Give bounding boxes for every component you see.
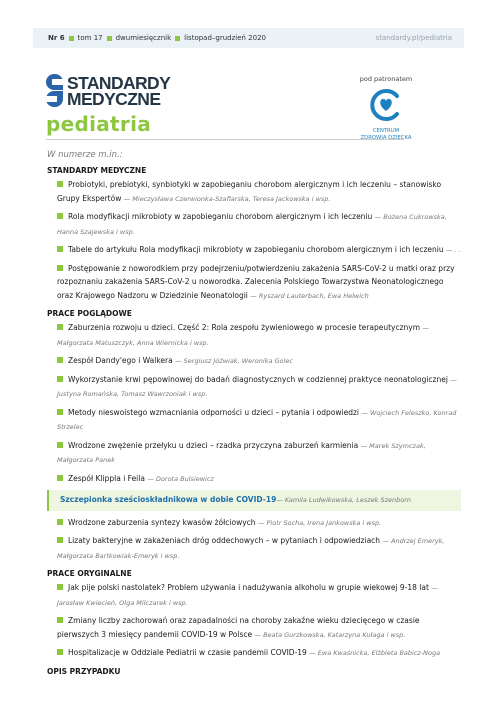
- article-title: Wykorzystanie krwi pępowinowej do badań diagnostycznych w codziennej praktyce neonatologicznej: [68, 374, 448, 384]
- issue-info: [48, 34, 266, 42]
- bullet-square-icon: [57, 649, 63, 655]
- bullet-square-icon: [107, 36, 112, 41]
- issue-frequency: dwumiesięcznik: [115, 34, 172, 42]
- issue-number: Nr 6: [48, 34, 65, 42]
- section-heading: OPIS PRZYPADKU: [47, 666, 121, 676]
- article-link[interactable]: [47, 373, 461, 402]
- logo-line-1: STANDARDY: [67, 72, 171, 93]
- featured-article-link[interactable]: [47, 490, 461, 511]
- bullet-square-icon: [57, 617, 63, 623]
- logo-wordmark: [67, 72, 171, 109]
- bullet-square-icon: [57, 181, 63, 187]
- article-link[interactable]: [47, 646, 461, 661]
- article-link[interactable]: [47, 243, 461, 258]
- issue-period: listopad–grudzień 2020: [184, 34, 266, 42]
- journal-title: pediatria: [46, 112, 152, 136]
- article-link[interactable]: [47, 472, 461, 487]
- s-mark-logo-icon: [46, 74, 63, 107]
- article-link[interactable]: [47, 516, 461, 531]
- article-authors: — Mieczysława Czerwionka-Szaflarska, Teresa Jackowska i wsp.: [123, 194, 331, 203]
- patronage-block: [356, 75, 416, 142]
- article-link[interactable]: [47, 534, 461, 563]
- article-authors: — Ryszard Lauterbach, Ewa Helwich: [250, 291, 369, 300]
- bullet-square-icon: [57, 265, 63, 271]
- article-authors: — Jarosław Kwiecień, Olga Milczarek i wsp.: [57, 584, 438, 607]
- article-authors: — Piotr Socha, Irena Jankowska i wsp.: [257, 518, 382, 527]
- issue-bar: [33, 28, 464, 48]
- article-title: Probiotyki, prebiotyki, synbiotyki w zapobieganiu chorobom alergicznym i ich leczeniu – stanowisko Grupy Ekspertów: [57, 180, 442, 203]
- article-link[interactable]: [47, 439, 461, 468]
- article-title: Jak pije polski nastolatek? Problem używania i nadużywania alkoholu w grupie wiekowej 9-18 lat: [68, 583, 429, 592]
- article-authors: — Beata Gurzkowska, Katarzyna Kułaga i wsp.: [254, 630, 406, 639]
- section-heading: PRACE POGLĄDOWE: [47, 309, 132, 318]
- issue-volume: tom 17: [77, 34, 103, 42]
- article-title: Wrodzone zaburzenia syntezy kwasów żółciowych: [68, 517, 256, 527]
- article-link[interactable]: [47, 581, 461, 610]
- article-title: Hospitalizacje w Oddziale Pediatrii w czasie pandemii COVID-19: [68, 648, 307, 657]
- bullet-square-icon: [57, 357, 63, 363]
- heart-c-logo-icon: [369, 88, 403, 122]
- article-link[interactable]: [47, 178, 461, 206]
- patronage-org: [356, 128, 416, 142]
- toc-intro: W numerze m.in.:: [47, 150, 123, 160]
- article-title: Lizaty bakteryjne w zakażeniach dróg oddechowych – w pytaniach i odpowiedziach: [68, 536, 381, 545]
- bullet-square-icon: [57, 584, 63, 590]
- article-link[interactable]: [47, 262, 461, 304]
- article-authors: — Sergiusz Jóźwiak, Weronika Golec: [175, 357, 293, 365]
- article-authors: — Justyna Romańska, Tomasz Wawrzoniak i wsp.: [57, 375, 457, 398]
- article-title: Zmiany liczby zachorowań oraz zapadalności na choroby zakaźne wieku dziecięcego w czasie pierwszych 3 miesięcy pandemii COVID-19 w Polsce: [57, 616, 420, 639]
- table-of-contents: [47, 162, 461, 679]
- article-authors: — Ewa Kwaśnicka, Elżbieta Babicz-Noga: [309, 649, 441, 657]
- article-authors: — Andrzej Emeryk, Małgorzata Bartkowiak-Emeryk i wsp.: [57, 537, 445, 560]
- article-authors: — Wojciech Feleszko, Konrad Strzelec: [57, 408, 457, 431]
- article-title: Zaburzenia rozwoju u dzieci. Część 2: Rola zespołu żywieniowego w procesie terapeutycznym: [68, 323, 421, 332]
- article-title: Metody nieswoistego wzmacniania odporności u dzieci – pytania i odpowiedzi: [68, 407, 359, 417]
- bullet-square-icon: [57, 442, 63, 448]
- bullet-square-icon: [57, 409, 63, 415]
- patronage-org-line-1: CENTRUM: [372, 128, 400, 134]
- article-title: Rola modyfikacji mikrobioty w zapobieganiu chorobom alergicznym i ich leczeniu: [68, 212, 373, 221]
- article-link[interactable]: [47, 614, 461, 642]
- article-link[interactable]: [47, 406, 461, 435]
- section-heading: STANDARDY MEDYCZNE: [47, 166, 147, 175]
- patronage-label: pod patronatem: [359, 75, 413, 83]
- section-heading: PRACE ORYGINALNE: [47, 569, 132, 578]
- article-authors: — Kamila Ludwikowska, Leszek Szenborn: [276, 496, 411, 504]
- article-title: Szczepionka sześcioskładnikowa w dobie COVID-19: [60, 495, 277, 504]
- bullet-square-icon: [57, 519, 63, 525]
- bullet-square-icon: [57, 324, 63, 330]
- journal-url-link[interactable]: standardy.pl/pediatria: [375, 34, 452, 42]
- article-authors: — Marek Szymczak, Małgorzata Panek: [57, 441, 426, 464]
- article-authors: — . .: [445, 246, 461, 254]
- bullet-square-icon: [57, 213, 63, 219]
- bullet-square-icon: [57, 376, 63, 382]
- bullet-square-icon: [57, 246, 63, 252]
- bullet-square-icon: [175, 36, 180, 41]
- article-title: Postępowanie z noworodkiem przy podejrzeniu/potwierdzeniu zakażenia SARS-CoV-2 u matki oraz przy rozpoznaniu zakażenia SARS-CoV-2 u noworodka. Zalecenia Polskiego Towarzystwa Neonatologicznego oraz Krajowego Nadzoru w Dziedzinie Neonatologii: [57, 263, 455, 300]
- article-title: Zespół Klippla i Feila: [68, 473, 145, 483]
- article-title: Zespół Dandy'ego i Walkera: [68, 356, 173, 365]
- article-link[interactable]: [47, 210, 461, 239]
- article-title: Wrodzone zwężenie przełyku u dzieci – rzadka przyczyna zaburzeń karmienia: [68, 440, 359, 450]
- standardy-medyczne-logo[interactable]: [46, 74, 170, 107]
- article-authors: — Małgorzata Matuszczyk, Anna Wiernicka i wsp.: [57, 324, 429, 347]
- bullet-square-icon: [57, 475, 63, 481]
- article-link[interactable]: [47, 321, 461, 350]
- article-authors: — Bożena Cukrowska, Hanna Szajewska i wsp.: [57, 213, 447, 236]
- patronage-org-line-2: ZDROWIA DZIECKA: [360, 135, 412, 141]
- logo-line-2: MEDYCZNE: [67, 88, 161, 109]
- article-link[interactable]: [47, 354, 461, 369]
- header-divider: [46, 139, 404, 140]
- article-title: Tabele do artykułu Rola modyfikacji mikrobioty w zapobieganiu chorobom alergicznym i ich leczeniu: [68, 245, 444, 254]
- bullet-square-icon: [69, 36, 74, 41]
- article-authors: — Dorota Bulsiewicz: [147, 474, 214, 483]
- bullet-square-icon: [57, 537, 63, 543]
